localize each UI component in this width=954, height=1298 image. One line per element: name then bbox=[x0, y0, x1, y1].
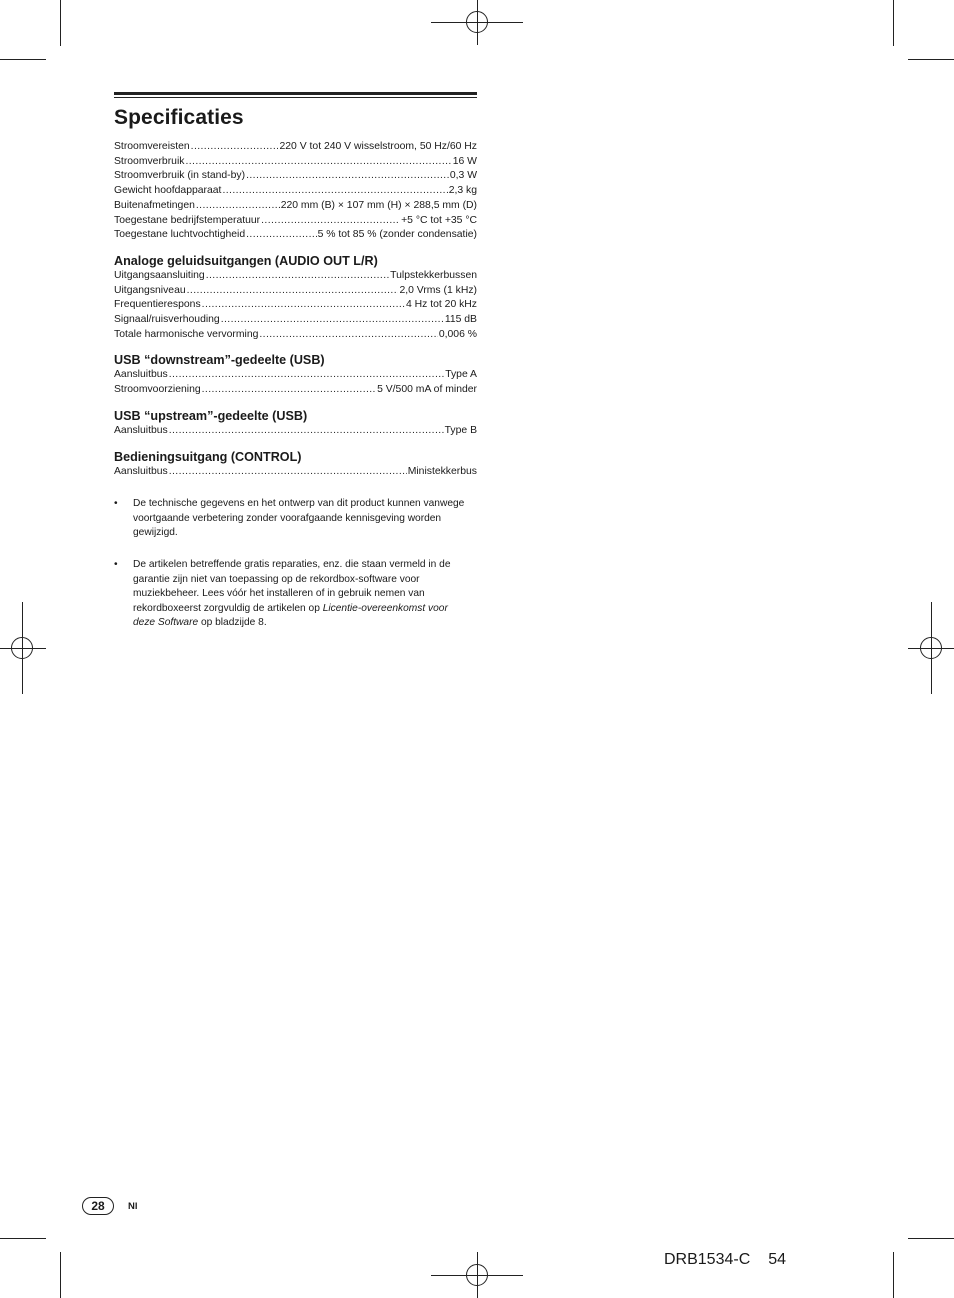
section-heading: Analoge geluidsuitgangen (AUDIO OUT L/R) bbox=[114, 253, 378, 268]
section-heading: USB “downstream”-gedeelte (USB) bbox=[114, 353, 325, 368]
dot-leader bbox=[246, 169, 449, 184]
general-specs bbox=[114, 140, 477, 243]
dot-leader bbox=[187, 284, 399, 299]
spec-row: Stroomvereisten ..... 220 V tot 240 V wisselstroom, 50 Hz/60 Hz bbox=[114, 140, 477, 155]
bullet-icon: • bbox=[114, 559, 118, 571]
spec-row: Aansluitbus ..... Ministekkerbus bbox=[114, 465, 477, 480]
page-number: 28 bbox=[82, 1197, 114, 1215]
spec-row: Uitgangsniveau ..... 2,0 Vrms (1 kHz) bbox=[114, 284, 477, 299]
dot-leader bbox=[221, 313, 444, 328]
dot-leader bbox=[259, 328, 437, 343]
section-usb-downstream bbox=[114, 352, 477, 397]
notes-list bbox=[114, 497, 477, 631]
spec-row: Aansluitbus ..... Type A bbox=[114, 368, 477, 383]
note-item: • De technische gegevens en het ontwerp van dit product kunnen vanwege voortgaande verbetering zonder voorafgaande kennisgeving worden gewijzigd. bbox=[114, 497, 477, 541]
section-usb-upstream bbox=[114, 408, 477, 439]
dot-leader bbox=[202, 383, 376, 398]
specifications-column bbox=[114, 92, 477, 648]
dot-leader bbox=[185, 155, 451, 170]
note-item: • De artikelen betreffende gratis reparaties, enz. die staan vermeld in de garantie zijn niet van toepassing op de rekordbox-software voor muziekbeheer. Lees vóór het installeren of in gebruik nemen van rekordboxeerst zorgvuldig de artikelen op Licentie-overeenkomst voor deze Software op bladzijde 8. bbox=[114, 558, 477, 631]
doc-code: DRB1534-C bbox=[664, 1251, 751, 1268]
dot-leader bbox=[169, 465, 407, 480]
spec-row: Stroomvoorziening ..... 5 V/500 mA of minder bbox=[114, 383, 477, 398]
dot-leader bbox=[261, 214, 400, 229]
bullet-icon: • bbox=[114, 498, 118, 510]
spec-row: Frequentierespons ..... 4 Hz tot 20 kHz bbox=[114, 298, 477, 313]
dot-leader bbox=[196, 199, 280, 214]
dot-leader bbox=[191, 140, 279, 155]
document-reference bbox=[664, 1251, 786, 1269]
section-audio-out bbox=[114, 253, 477, 343]
doc-page: 54 bbox=[768, 1251, 787, 1268]
section-heading: Bedieningsuitgang (CONTROL) bbox=[114, 449, 302, 464]
spec-row: Gewicht hoofdapparaat ..... 2,3 kg bbox=[114, 184, 477, 199]
dot-leader bbox=[222, 184, 447, 199]
dot-leader bbox=[202, 298, 405, 313]
spec-row: Uitgangsaansluiting ..... Tulpstekkerbussen bbox=[114, 269, 477, 284]
spec-row: Stroomverbruik (in stand-by) ..... 0,3 W bbox=[114, 169, 477, 184]
spec-row: Stroomverbruik ..... 16 W bbox=[114, 155, 477, 170]
license-reference: Licentie-overeenkomst voor deze Software bbox=[133, 602, 448, 629]
section-heading: USB “upstream”-gedeelte (USB) bbox=[114, 408, 308, 423]
dot-leader bbox=[206, 269, 389, 284]
dot-leader bbox=[246, 228, 316, 243]
title-rule bbox=[114, 92, 477, 98]
spec-row: Totale harmonische vervorming ..... 0,006 % bbox=[114, 328, 477, 343]
spec-row: Signaal/ruisverhouding ..... 115 dB bbox=[114, 313, 477, 328]
spec-row: Toegestane bedrijfstemperatuur ..... +5 °C tot +35 °C bbox=[114, 214, 477, 229]
spec-row: Toegestane luchtvochtigheid ..... 5 % tot 85 % (zonder condensatie) bbox=[114, 228, 477, 243]
section-control bbox=[114, 449, 477, 480]
language-code: Nl bbox=[128, 1201, 138, 1212]
dot-leader bbox=[169, 368, 444, 383]
dot-leader bbox=[169, 424, 444, 439]
spec-row: Aansluitbus ..... Type B bbox=[114, 424, 477, 439]
page-title: Specificaties bbox=[114, 106, 244, 129]
spec-row: Buitenafmetingen ..... 220 mm (B) × 107 mm (H) × 288,5 mm (D) bbox=[114, 199, 477, 214]
